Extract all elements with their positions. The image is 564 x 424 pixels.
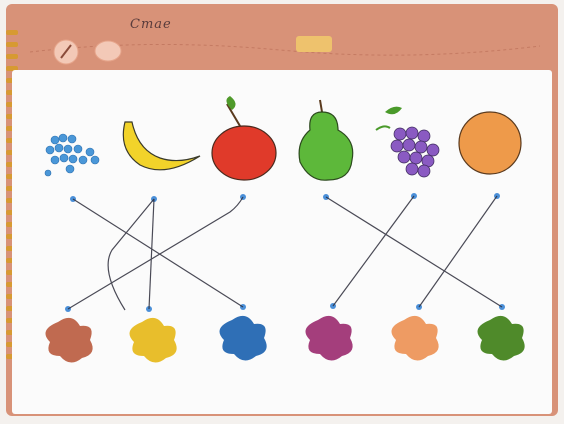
- speech-bubble-icon: [95, 41, 121, 61]
- orange-icon: [459, 112, 521, 174]
- sticker: [296, 36, 332, 52]
- handwritten-name: Cmae: [130, 17, 172, 32]
